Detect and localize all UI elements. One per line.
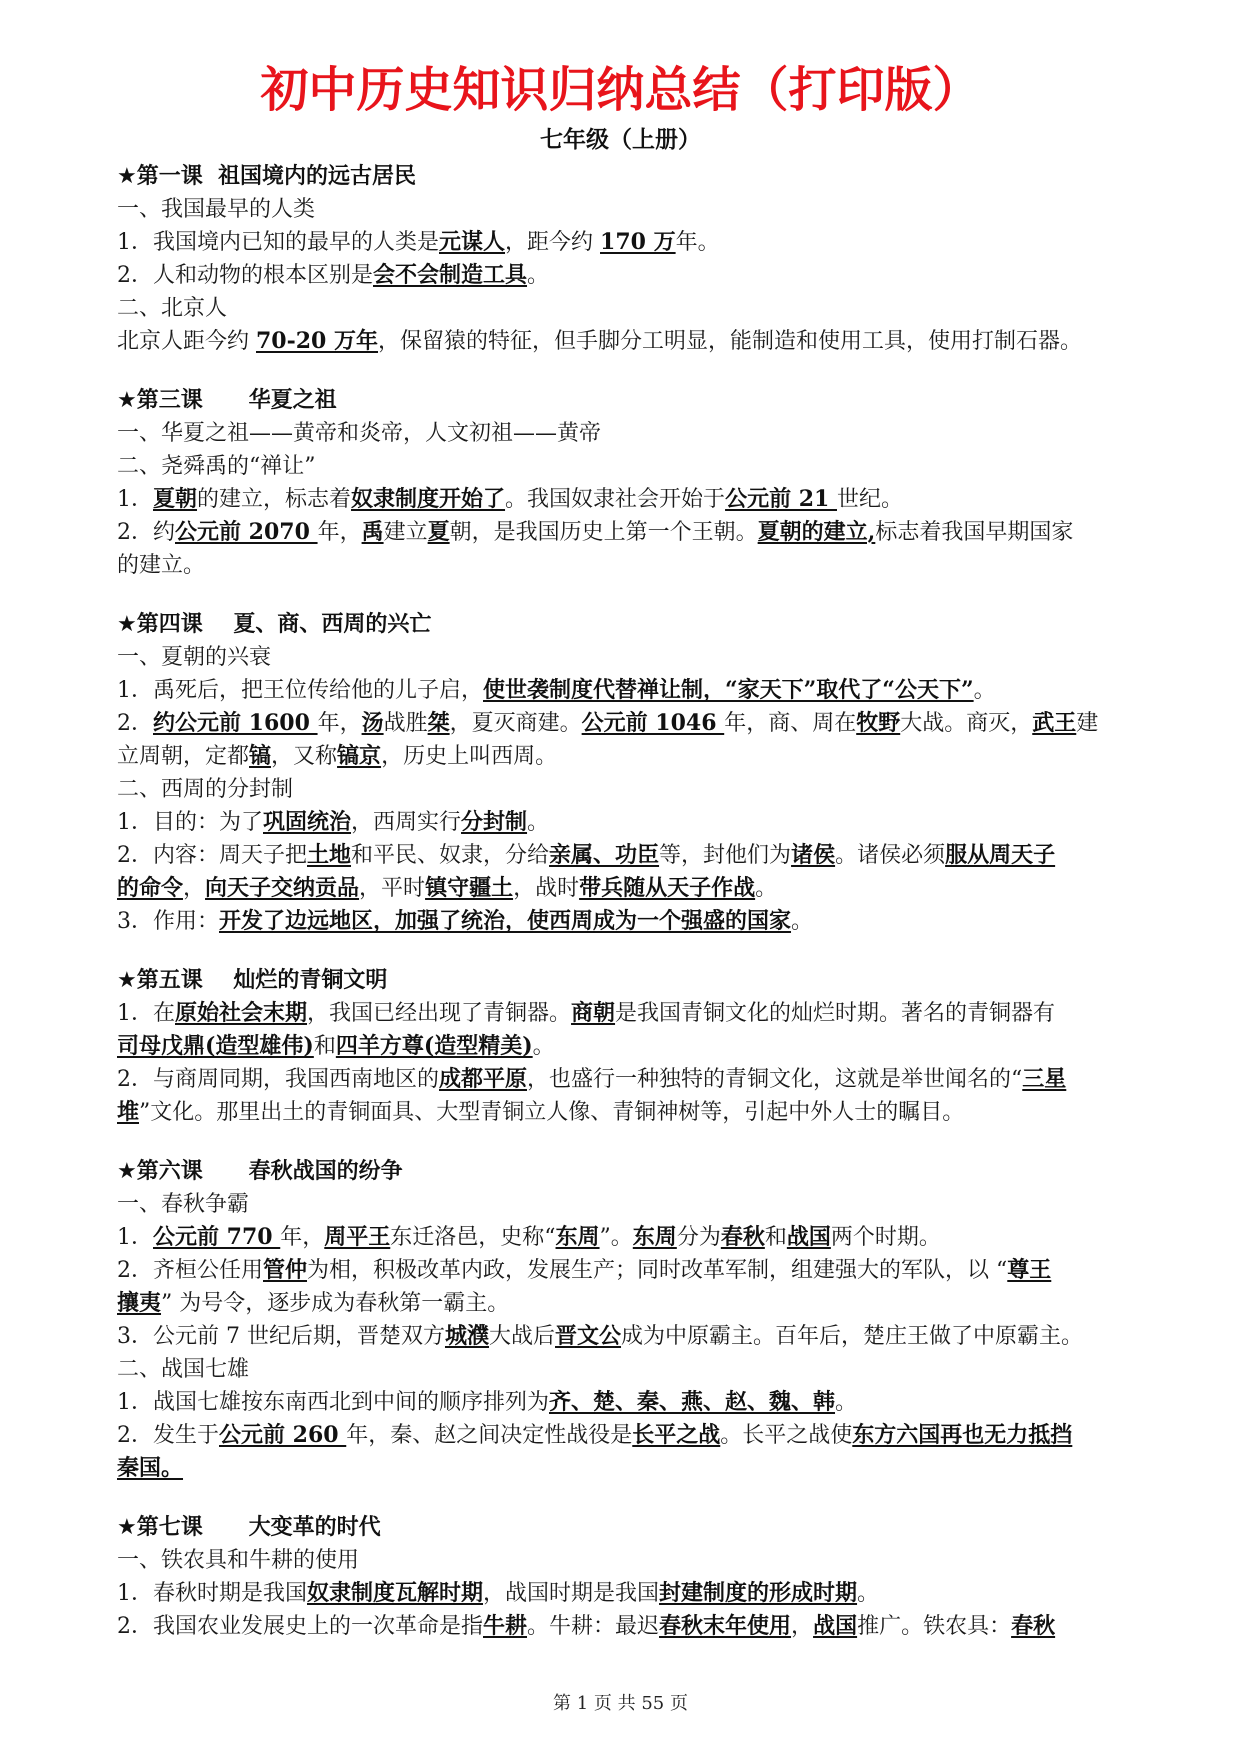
key-term: 公元前 260: [219, 1422, 347, 1448]
key-term: 开发了边远地区，加强了统治，使西周成为一个强盛的国家: [219, 908, 792, 934]
text-line: [117, 997, 1177, 1030]
key-term: 战国: [813, 1613, 858, 1639]
text-line: [117, 516, 1177, 549]
key-term: 原始社会末期: [175, 1000, 308, 1026]
text-segment: 。: [973, 678, 996, 703]
text-segment: 2．齐桓公任用: [117, 1258, 263, 1283]
text-line: [117, 193, 1177, 226]
text-segment: 。: [527, 263, 550, 288]
key-term: 东方六国再也无力抵挡: [852, 1422, 1073, 1448]
lesson-heading: ★第四课 夏、商、西周的兴亡: [117, 612, 432, 637]
text-line: [117, 483, 1177, 516]
text-segment: 。: [527, 810, 550, 835]
text-segment: ，: [791, 1614, 814, 1639]
key-term: 的命令: [117, 875, 184, 901]
key-term: 尊王: [1007, 1257, 1052, 1283]
key-term: 城濮: [444, 1323, 489, 1349]
text-segment: 2．与商周同期，我国西南地区的: [117, 1067, 439, 1092]
text-segment: 标志着我国早期国家: [875, 520, 1074, 545]
key-term: 夏朝: [153, 486, 198, 512]
text-segment: 建立: [383, 520, 428, 545]
text-line: [117, 1544, 1177, 1577]
key-term: 司母戊鼎(造型雄伟): [117, 1033, 314, 1059]
text-segment: ，也盛行一种独特的青铜文化，这就是举世闻名的“: [527, 1067, 1023, 1092]
key-term: 武王: [1032, 710, 1077, 736]
text-segment: 二、西周的分封制: [117, 777, 294, 802]
key-term: 公元前 770: [153, 1224, 281, 1250]
page-footer: 第 1 页 共 55 页: [553, 1693, 688, 1714]
key-term: 管仲: [263, 1257, 308, 1283]
text-segment: 2．约: [117, 520, 175, 545]
text-line: [117, 1419, 1177, 1452]
key-term: 约公元前 1600: [153, 710, 318, 736]
text-segment: 。: [755, 876, 778, 901]
text-line: [117, 417, 1177, 450]
text-segment: 一、夏朝的兴衰: [117, 645, 272, 670]
text-segment: 1．在: [117, 1001, 175, 1026]
key-term: 170 万: [600, 229, 676, 255]
text-segment: 东迁洛邑，史称“: [390, 1225, 556, 1250]
key-term: 牛耕: [483, 1613, 528, 1639]
text-segment: 一、春秋争霸: [117, 1192, 250, 1217]
lesson-heading: ★第六课 春秋战国的纷争: [117, 1159, 403, 1184]
text-segment: 成为中原霸主。百年后，楚庄王做了中原霸主。: [621, 1324, 1084, 1349]
text-segment: ，历史上叫西周。: [381, 744, 558, 769]
text-segment: 一、华夏之祖——黄帝和炎帝，人文初祖——黄帝: [117, 421, 602, 446]
text-line: [117, 641, 1177, 674]
key-term: 使世袭制度代替禅让制，“家天下”取代了“公天下”: [483, 677, 974, 703]
lesson-heading: ★第五课 灿烂的青铜文明: [117, 968, 388, 993]
text-line: [117, 773, 1177, 806]
text-line: [117, 226, 1177, 259]
text-line: [117, 872, 1177, 905]
text-line: [117, 1096, 1177, 1129]
text-segment: 2．人和动物的根本区别是: [117, 263, 373, 288]
text-line: [117, 450, 1177, 483]
text-segment: 推广。铁农具：: [857, 1614, 1012, 1639]
text-line: [117, 839, 1177, 872]
key-term: 镇守疆土: [425, 875, 514, 901]
text-segment: ” 为号令，逐步成为春秋第一霸主。: [161, 1291, 510, 1316]
text-segment: 1．春秋时期是我国: [117, 1581, 307, 1606]
text-segment: 和平民、奴隶，分给: [351, 843, 550, 868]
lesson-section: [117, 384, 1177, 582]
text-segment: 2．内容：周天子把: [117, 843, 307, 868]
text-line: [117, 905, 1177, 938]
text-segment: 是我国青铜文化的灿烂时期。著名的青铜器有: [615, 1001, 1056, 1026]
text-segment: 年。: [675, 230, 720, 255]
text-segment: 1．: [117, 1225, 153, 1250]
text-segment: 1．目的：为了: [117, 810, 263, 835]
key-term: 攘夷: [117, 1290, 162, 1316]
key-term: 土地: [307, 842, 352, 868]
key-term: 奴隶制度瓦解时期: [307, 1580, 484, 1606]
key-term: 秦国。: [117, 1455, 184, 1481]
text-segment: 建: [1076, 711, 1099, 736]
text-segment: 2．发生于: [117, 1423, 219, 1448]
text-line: [117, 1353, 1177, 1386]
text-segment: 等，封他们为: [659, 843, 792, 868]
text-line: [117, 549, 1177, 582]
text-line: [117, 259, 1177, 292]
key-term: 亲属、功臣: [549, 842, 660, 868]
text-segment: ”文化。那里出土的青铜面具、大型青铜立人像、青铜神树等，引起中外人士的瞩目。: [139, 1100, 965, 1125]
lesson-heading: ★第七课 大变革的时代: [117, 1515, 381, 1540]
text-segment: 二、尧舜禹的“禅让”: [117, 454, 316, 479]
text-line: [117, 1610, 1177, 1643]
key-term: 公元前 21: [725, 486, 837, 512]
key-term: 商朝: [571, 1000, 616, 1026]
lesson-section: [117, 160, 1177, 358]
key-term: 奴隶制度开始了: [351, 486, 506, 512]
key-term: 春秋末年使用: [659, 1613, 792, 1639]
text-segment: ，距今约: [505, 230, 601, 255]
text-line: [117, 1188, 1177, 1221]
key-term: 汤: [361, 710, 384, 736]
text-segment: 战胜: [383, 711, 428, 736]
text-line: [117, 740, 1177, 773]
key-term: 堆: [117, 1099, 140, 1125]
text-line: [117, 292, 1177, 325]
text-segment: ，西周实行: [351, 810, 462, 835]
text-segment: ，我国已经出现了青铜器。: [307, 1001, 572, 1026]
key-term: 元谋人: [439, 229, 506, 255]
key-term: 公元前 2070: [175, 519, 318, 545]
text-segment: 。: [532, 1034, 555, 1059]
content-body: [117, 160, 1177, 1643]
text-segment: 年，秦、赵之间决定性战役是: [346, 1423, 633, 1448]
text-line: [117, 674, 1177, 707]
key-term: 四羊方尊(造型精美): [335, 1033, 533, 1059]
text-segment: 大战后: [489, 1324, 556, 1349]
key-term: 三星: [1022, 1066, 1067, 1092]
key-term: 东周: [555, 1224, 600, 1250]
text-segment: 分为: [676, 1225, 721, 1250]
lesson-heading: ★第三课 华夏之祖: [117, 388, 337, 413]
key-term: 牧野: [856, 710, 901, 736]
lesson-section: [117, 1155, 1177, 1485]
lesson-heading: ★第一课 祖国境内的远古居民: [117, 164, 417, 189]
text-segment: 和: [313, 1034, 336, 1059]
text-segment: 2．我国农业发展史上的一次革命是指: [117, 1614, 483, 1639]
key-term: 桀: [427, 710, 450, 736]
text-line: [117, 1287, 1177, 1320]
key-term: 分封制: [461, 809, 528, 835]
text-segment: 二、战国七雄: [117, 1357, 250, 1382]
text-segment: 北京人距今约: [117, 329, 256, 354]
lesson-section: [117, 608, 1177, 938]
text-segment: ，保留猿的特征，但手脚分工明显，能制造和使用工具，使用打制石器。: [378, 329, 1083, 354]
key-term: 封建制度的形成时期: [659, 1580, 858, 1606]
text-line: [117, 1452, 1177, 1485]
key-term: 带兵随从天子作战: [579, 875, 756, 901]
key-term: 夏: [427, 519, 450, 545]
text-segment: 。我国奴隶社会开始于: [505, 487, 726, 512]
text-segment: 二、北京人: [117, 296, 228, 321]
text-segment: 。: [791, 909, 814, 934]
key-term: 战国: [786, 1224, 831, 1250]
text-segment: 1．我国境内已知的最早的人类是: [117, 230, 439, 255]
text-line: [117, 1221, 1177, 1254]
key-term: 东周: [632, 1224, 677, 1250]
text-segment: 一、铁农具和牛耕的使用: [117, 1548, 360, 1573]
text-segment: 大战。商灭，: [900, 711, 1033, 736]
text-segment: 年，: [317, 711, 362, 736]
key-term: 诸侯: [791, 842, 836, 868]
text-segment: 。: [835, 1390, 858, 1415]
key-term: 公元前 1046: [581, 710, 725, 736]
text-line: [117, 1386, 1177, 1419]
text-segment: 和: [764, 1225, 787, 1250]
key-term: 70-20 万年: [256, 328, 379, 354]
text-segment: 。: [857, 1581, 880, 1606]
document-title: 初中历史知识归纳总结（打印版）: [260, 62, 981, 118]
grade-subtitle: 七年级（上册）: [540, 127, 701, 153]
key-term: 齐、楚、秦、燕、赵、魏、韩: [549, 1389, 836, 1415]
text-segment: 1．: [117, 487, 153, 512]
text-segment: 一、我国最早的人类: [117, 197, 316, 222]
text-segment: 朝，是我国历史上第一个王朝。: [449, 520, 758, 545]
key-term: 向天子交纳贡品: [205, 875, 360, 901]
text-line: [117, 1030, 1177, 1063]
text-line: [117, 1254, 1177, 1287]
text-segment: 1．禹死后，把王位传给他的儿子启，: [117, 678, 483, 703]
text-line: [117, 707, 1177, 740]
text-segment: 的建立，标志着: [197, 487, 352, 512]
text-segment: 年，: [317, 520, 362, 545]
text-segment: 年，商、周在: [724, 711, 857, 736]
text-line: [117, 1320, 1177, 1353]
text-segment: ，战时: [513, 876, 580, 901]
key-term: 镐: [249, 743, 272, 769]
lesson-section: [117, 1511, 1177, 1643]
text-segment: ，战国时期是我国: [483, 1581, 660, 1606]
key-term: 服从周天子: [945, 842, 1056, 868]
text-segment: 1．战国七雄按东南西北到中间的顺序排列为: [117, 1390, 549, 1415]
text-segment: ，平时: [359, 876, 426, 901]
key-term: 成都平原: [439, 1066, 528, 1092]
text-segment: ，夏灭商建。: [449, 711, 582, 736]
key-term: 夏朝的建立,: [757, 519, 876, 545]
text-segment: 两个时期。: [830, 1225, 941, 1250]
text-line: [117, 325, 1177, 358]
text-line: [117, 1577, 1177, 1610]
text-segment: ”。: [599, 1225, 633, 1250]
key-term: 会不会制造工具: [373, 262, 528, 288]
text-segment: 3．公元前 7 世纪后期，晋楚双方: [117, 1324, 445, 1349]
text-segment: 。牛耕：最迟: [527, 1614, 660, 1639]
text-segment: 的建立。: [117, 553, 206, 578]
text-segment: 。长平之战使: [720, 1423, 853, 1448]
text-segment: ，: [183, 876, 206, 901]
text-segment: ，又称: [271, 744, 338, 769]
key-term: 巩固统治: [263, 809, 352, 835]
key-term: 晋文公: [555, 1323, 622, 1349]
text-segment: 为相，积极改革内政，发展生产；同时改革军制，组建强大的军队，以 “: [307, 1258, 1008, 1283]
text-segment: 2．: [117, 711, 153, 736]
key-term: 春秋: [1011, 1613, 1056, 1639]
text-segment: 年，: [280, 1225, 325, 1250]
text-line: [117, 1063, 1177, 1096]
text-line: [117, 806, 1177, 839]
lesson-section: [117, 964, 1177, 1129]
key-term: 禹: [361, 519, 384, 545]
text-segment: 3．作用：: [117, 909, 219, 934]
key-term: 长平之战: [632, 1422, 721, 1448]
text-segment: 世纪。: [837, 487, 904, 512]
key-term: 春秋: [720, 1224, 765, 1250]
text-segment: 立周朝，定都: [117, 744, 250, 769]
key-term: 镐京: [337, 743, 382, 769]
key-term: 周平王: [324, 1224, 391, 1250]
text-segment: 。诸侯必须: [835, 843, 946, 868]
